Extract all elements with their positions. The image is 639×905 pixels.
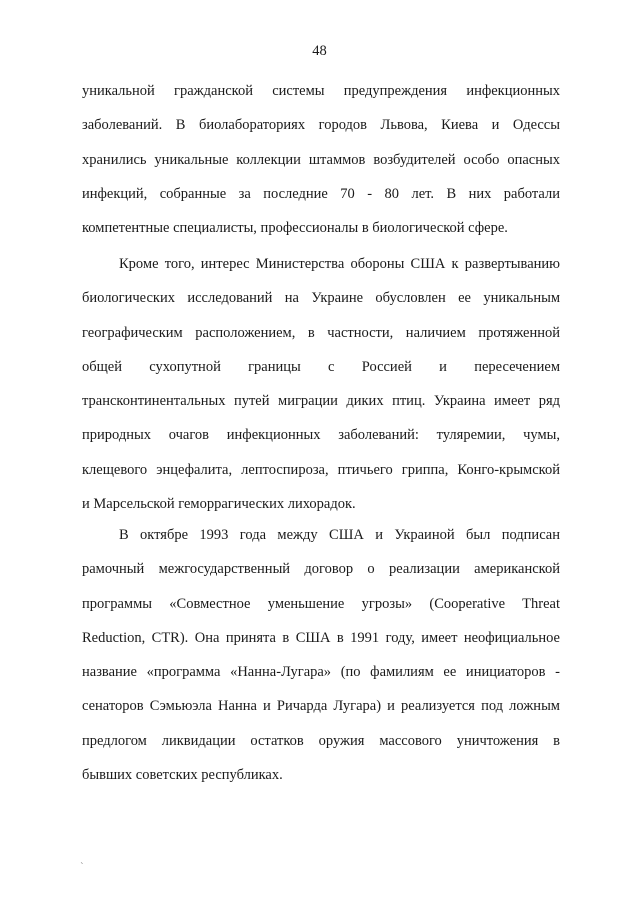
text-line: сенаторов Сэмьюэла Нанна и Ричарда Лугара) и реализуется под ложным <box>82 698 560 715</box>
paragraph-1 <box>82 74 560 245</box>
text-line: клещевого энцефалита, лептоспироза, птичьего гриппа, Конго-крымской <box>82 461 560 478</box>
paragraph-2 <box>82 247 560 521</box>
text-line: биологических исследований на Украине обусловлен ее уникальным <box>82 290 560 307</box>
text-line: название «программа «Нанна-Лугара» (по фамилиям ее инициаторов - <box>82 664 560 681</box>
text-line: общей сухопутной границы с Россией и пересечением <box>82 358 560 375</box>
text-line: бывших советских республиках. <box>82 767 283 784</box>
text-line: трансконтинентальных путей миграции диких птиц. Украина имеет ряд <box>82 393 560 410</box>
text-line: предлогом ликвидации остатков оружия массового уничтожения в <box>82 732 560 749</box>
text-line: инфекций, собранные за последние 70 - 80 лет. В них работали <box>82 185 560 202</box>
text-line: компетентные специалисты, профессионалы в биологической сфере. <box>82 220 508 237</box>
text-line: природных очагов инфекционных заболеваний: туляремии, чумы, <box>82 427 560 444</box>
text-line: Кроме того, интерес Министерства обороны США к развертыванию <box>119 256 560 272</box>
text-line: программы «Совместное уменьшение угрозы» (Cooperative Threat <box>82 595 560 612</box>
page-number: 48 <box>312 43 327 59</box>
text-line: уникальной гражданской системы предупреждения инфекционных <box>82 83 560 99</box>
text-line: рамочный межгосударственный договор о реализации американской <box>82 561 560 578</box>
text-line: хранились уникальные коллекции штаммов возбудителей особо опасных <box>82 151 560 168</box>
text-line: заболеваний. В биолабораториях городов Львова, Киева и Одессы <box>82 117 560 134</box>
scan-mark: ˎ <box>80 855 85 865</box>
paragraph-3 <box>82 518 560 792</box>
text-line: и Марсельской геморрагических лихорадок. <box>82 496 356 513</box>
text-line: Reduction, CTR). Она принята в США в 1991 году, имеет неофициальное <box>82 629 560 646</box>
text-line: географическим расположением, в частности, наличием протяженной <box>82 324 560 341</box>
text-line: В октябре 1993 года между США и Украиной был подписан <box>119 527 560 543</box>
